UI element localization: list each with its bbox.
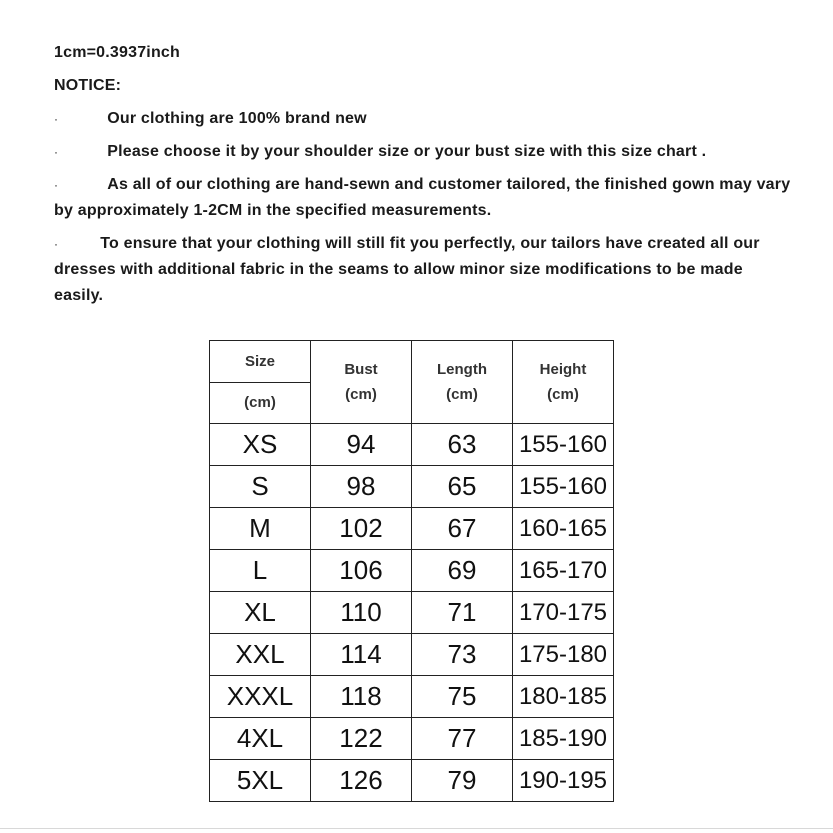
table-row xyxy=(210,676,614,718)
height-cell: 165-170 xyxy=(513,550,614,592)
size-chart-table xyxy=(209,340,614,802)
bust-cell: 114 xyxy=(311,634,412,676)
size-cell: 4XL xyxy=(210,718,311,760)
notice-item xyxy=(54,139,794,165)
bust-cell: 110 xyxy=(311,592,412,634)
notice-item xyxy=(54,172,794,224)
table-row xyxy=(210,508,614,550)
size-cell: 5XL xyxy=(210,760,311,802)
size-cell: M xyxy=(210,508,311,550)
length-cell: 67 xyxy=(412,508,513,550)
bust-header xyxy=(311,341,412,424)
unit-conversion: 1cm=0.3937inch xyxy=(54,44,180,61)
notice-text: Our clothing are 100% brand new xyxy=(107,110,367,127)
size-cell: L xyxy=(210,550,311,592)
notice-text: Please choose it by your shoulder size or your bust size with this size chart . xyxy=(107,143,707,160)
length-cell: 79 xyxy=(412,760,513,802)
bust-cell: 102 xyxy=(311,508,412,550)
size-header: Size xyxy=(210,341,311,383)
notice-item xyxy=(54,231,794,309)
length-header xyxy=(412,341,513,424)
length-cell: 71 xyxy=(412,592,513,634)
length-cell: 63 xyxy=(412,424,513,466)
table-row xyxy=(210,718,614,760)
table-row xyxy=(210,424,614,466)
table-row xyxy=(210,760,614,802)
size-cell: XS xyxy=(210,424,311,466)
height-cell: 175-180 xyxy=(513,634,614,676)
length-header-label: Length xyxy=(437,361,487,378)
notice-title: NOTICE: xyxy=(54,77,122,94)
height-cell: 170-175 xyxy=(513,592,614,634)
length-cell: 65 xyxy=(412,466,513,508)
bullet-dot: · xyxy=(54,145,59,159)
bullet-dot: · xyxy=(54,237,59,251)
height-cell: 185-190 xyxy=(513,718,614,760)
bullet-dot: · xyxy=(54,112,59,126)
table-row xyxy=(210,634,614,676)
bust-cell: 118 xyxy=(311,676,412,718)
bust-cell: 98 xyxy=(311,466,412,508)
bust-header-unit: (cm) xyxy=(345,386,377,403)
table-row xyxy=(210,466,614,508)
length-header-unit: (cm) xyxy=(446,386,478,403)
notice-text: As all of our clothing are hand-sewn and customer tailored, the finished gown may vary by approximately 1-2CM in the specified measurements. xyxy=(54,176,791,219)
height-cell: 180-185 xyxy=(513,676,614,718)
length-cell: 73 xyxy=(412,634,513,676)
bust-cell: 106 xyxy=(311,550,412,592)
notice-item xyxy=(54,106,794,132)
height-header-label: Height xyxy=(539,361,587,378)
table-row xyxy=(210,592,614,634)
notice-section xyxy=(54,40,794,316)
length-cell: 75 xyxy=(412,676,513,718)
size-cell: XXXL xyxy=(210,676,311,718)
size-cell: S xyxy=(210,466,311,508)
size-unit-header: (cm) xyxy=(210,382,311,424)
bust-header-label: Bust xyxy=(344,361,378,378)
height-cell: 190-195 xyxy=(513,760,614,802)
bullet-dot: · xyxy=(54,178,59,192)
length-cell: 69 xyxy=(412,550,513,592)
bottom-divider xyxy=(0,828,833,829)
table-row xyxy=(210,550,614,592)
height-cell: 155-160 xyxy=(513,466,614,508)
bust-cell: 122 xyxy=(311,718,412,760)
height-header-unit: (cm) xyxy=(547,386,579,403)
notice-text: To ensure that your clothing will still fit you perfectly, our tailors have created all our dresses with additional fabric in the seams to allow minor size modifications to be made easily. xyxy=(54,235,760,304)
bust-cell: 126 xyxy=(311,760,412,802)
height-cell: 155-160 xyxy=(513,424,614,466)
height-header xyxy=(513,341,614,424)
height-cell: 160-165 xyxy=(513,508,614,550)
size-cell: XL xyxy=(210,592,311,634)
size-cell: XXL xyxy=(210,634,311,676)
length-cell: 77 xyxy=(412,718,513,760)
bust-cell: 94 xyxy=(311,424,412,466)
